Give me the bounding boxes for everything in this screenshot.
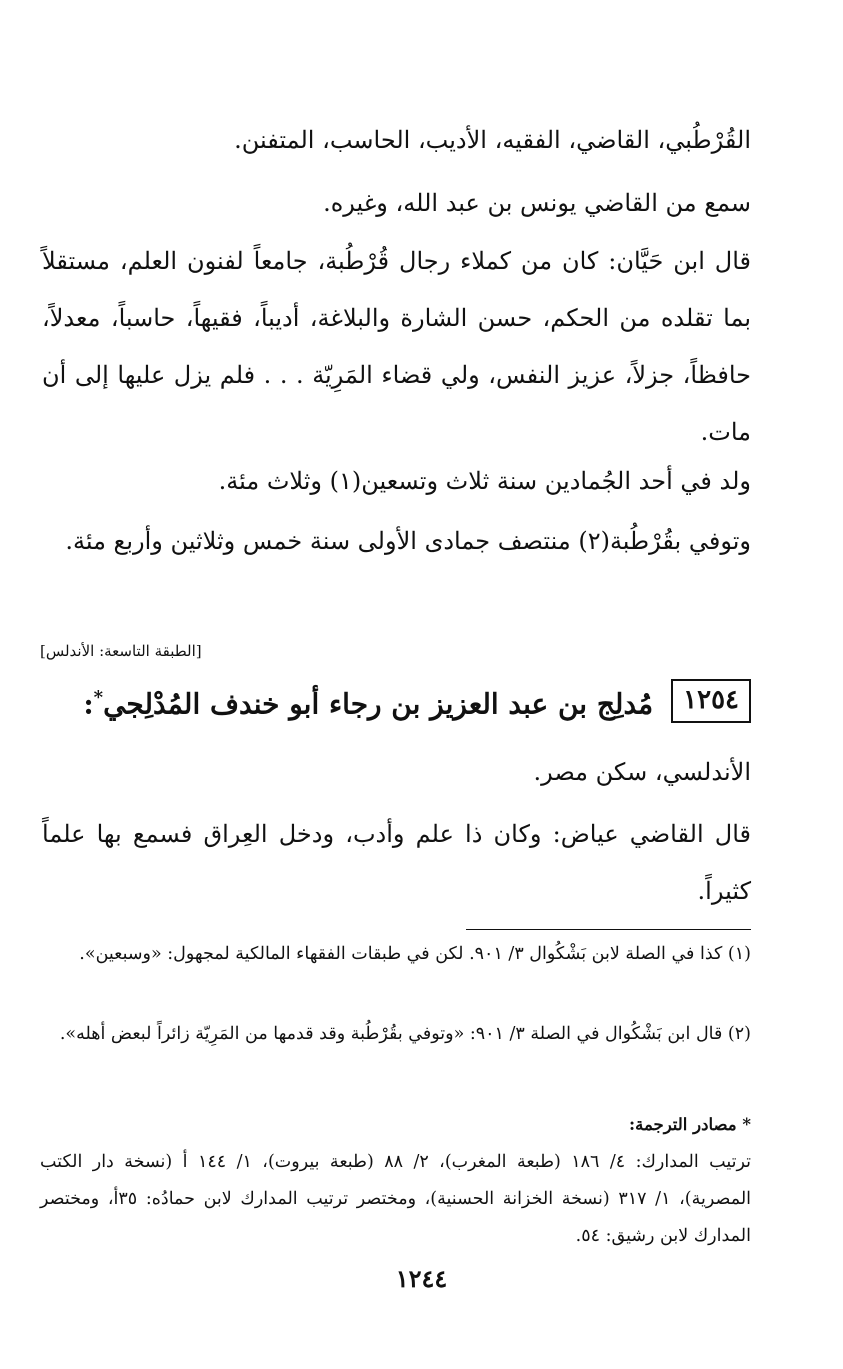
paragraph-death: وتوفي بقُرْطُبة(٢) منتصف جمادى الأولى سنة خمس وثلاثين وأربع مئة.: [65, 527, 751, 555]
paragraph-ibn-hayyan-quote: قال ابن حَيَّان: كان من كملاء رجال قُرْطُبة، جامعاً لفنون العلم، مستقلاً بما تقلده من الحكم، حسن الشارة والبلاغة، أديباً، فقيهاً، حاسباً، معدلاً، حافظاً، جزلاً، عزيز النفس، ولي قضاء المَرِيّة . . . فلم يزل عليها إلى أن مات.: [42, 247, 751, 446]
paragraph-description: القُرْطُبي، القاضي، الفقيه، الأديب، الحاسب، المتفنن.: [234, 126, 751, 154]
paragraph-iyad-quote: قال القاضي عياض: وكان ذا علم وأدب، ودخل العِراق فسمع بها علماً كثيراً.: [42, 820, 751, 905]
source-marker: *: [93, 687, 104, 708]
entry-title: [83, 678, 653, 724]
entry-heading: [83, 678, 751, 724]
entry-title-text: مُدلِج بن عبد العزيز بن رجاء أبو خندف المُدْلِجي: [103, 687, 654, 721]
section-label: [الطبقة التاسعة: الأندلس]: [40, 642, 202, 660]
footnote-2: (٢) قال ابن بَشْكُوال في الصلة ٣/ ٩٠١: «وتوفي بقُرْطُبة وقد قدمها من المَرِيّة زائراً لبعض أهله».: [59, 1024, 751, 1044]
page-number: ١٢٤٤: [395, 1264, 448, 1293]
entry-number-box: ١٢٥٤: [671, 679, 751, 723]
footnote-divider: [466, 929, 751, 930]
footnote-1: (١) كذا في الصلة لابن بَشْكُوال ٣/ ٩٠١. لكن في طبقات الفقهاء المالكية لمجهول: «وسبعين».: [79, 944, 751, 964]
paragraph-origin: الأندلسي، سكن مصر.: [533, 758, 751, 786]
sources-heading: * مصادر الترجمة:: [629, 1115, 751, 1134]
sources-list: ترتيب المدارك: ٤/ ١٨٦ (طبعة المغرب)، ٢/ ٨٨ (طبعة بيروت)، ١/ ١٤٤ أ (نسخة دار الكتب المصرية)، ١/ ٣١٧ (نسخة الخزانة الحسنية)، ومختصر ترتيب المدارك لابن حمادُه: ٣٥أ، ومختصر المدارك لابن رشيق: ٥٤.: [40, 1152, 752, 1246]
paragraph-teachers: سمع من القاضي يونس بن عبد الله، وغيره.: [323, 189, 751, 217]
title-colon: :: [83, 687, 94, 721]
paragraph-birth: ولد في أحد الجُمادين سنة ثلاث وتسعين(١) وثلاث مئة.: [218, 467, 751, 495]
